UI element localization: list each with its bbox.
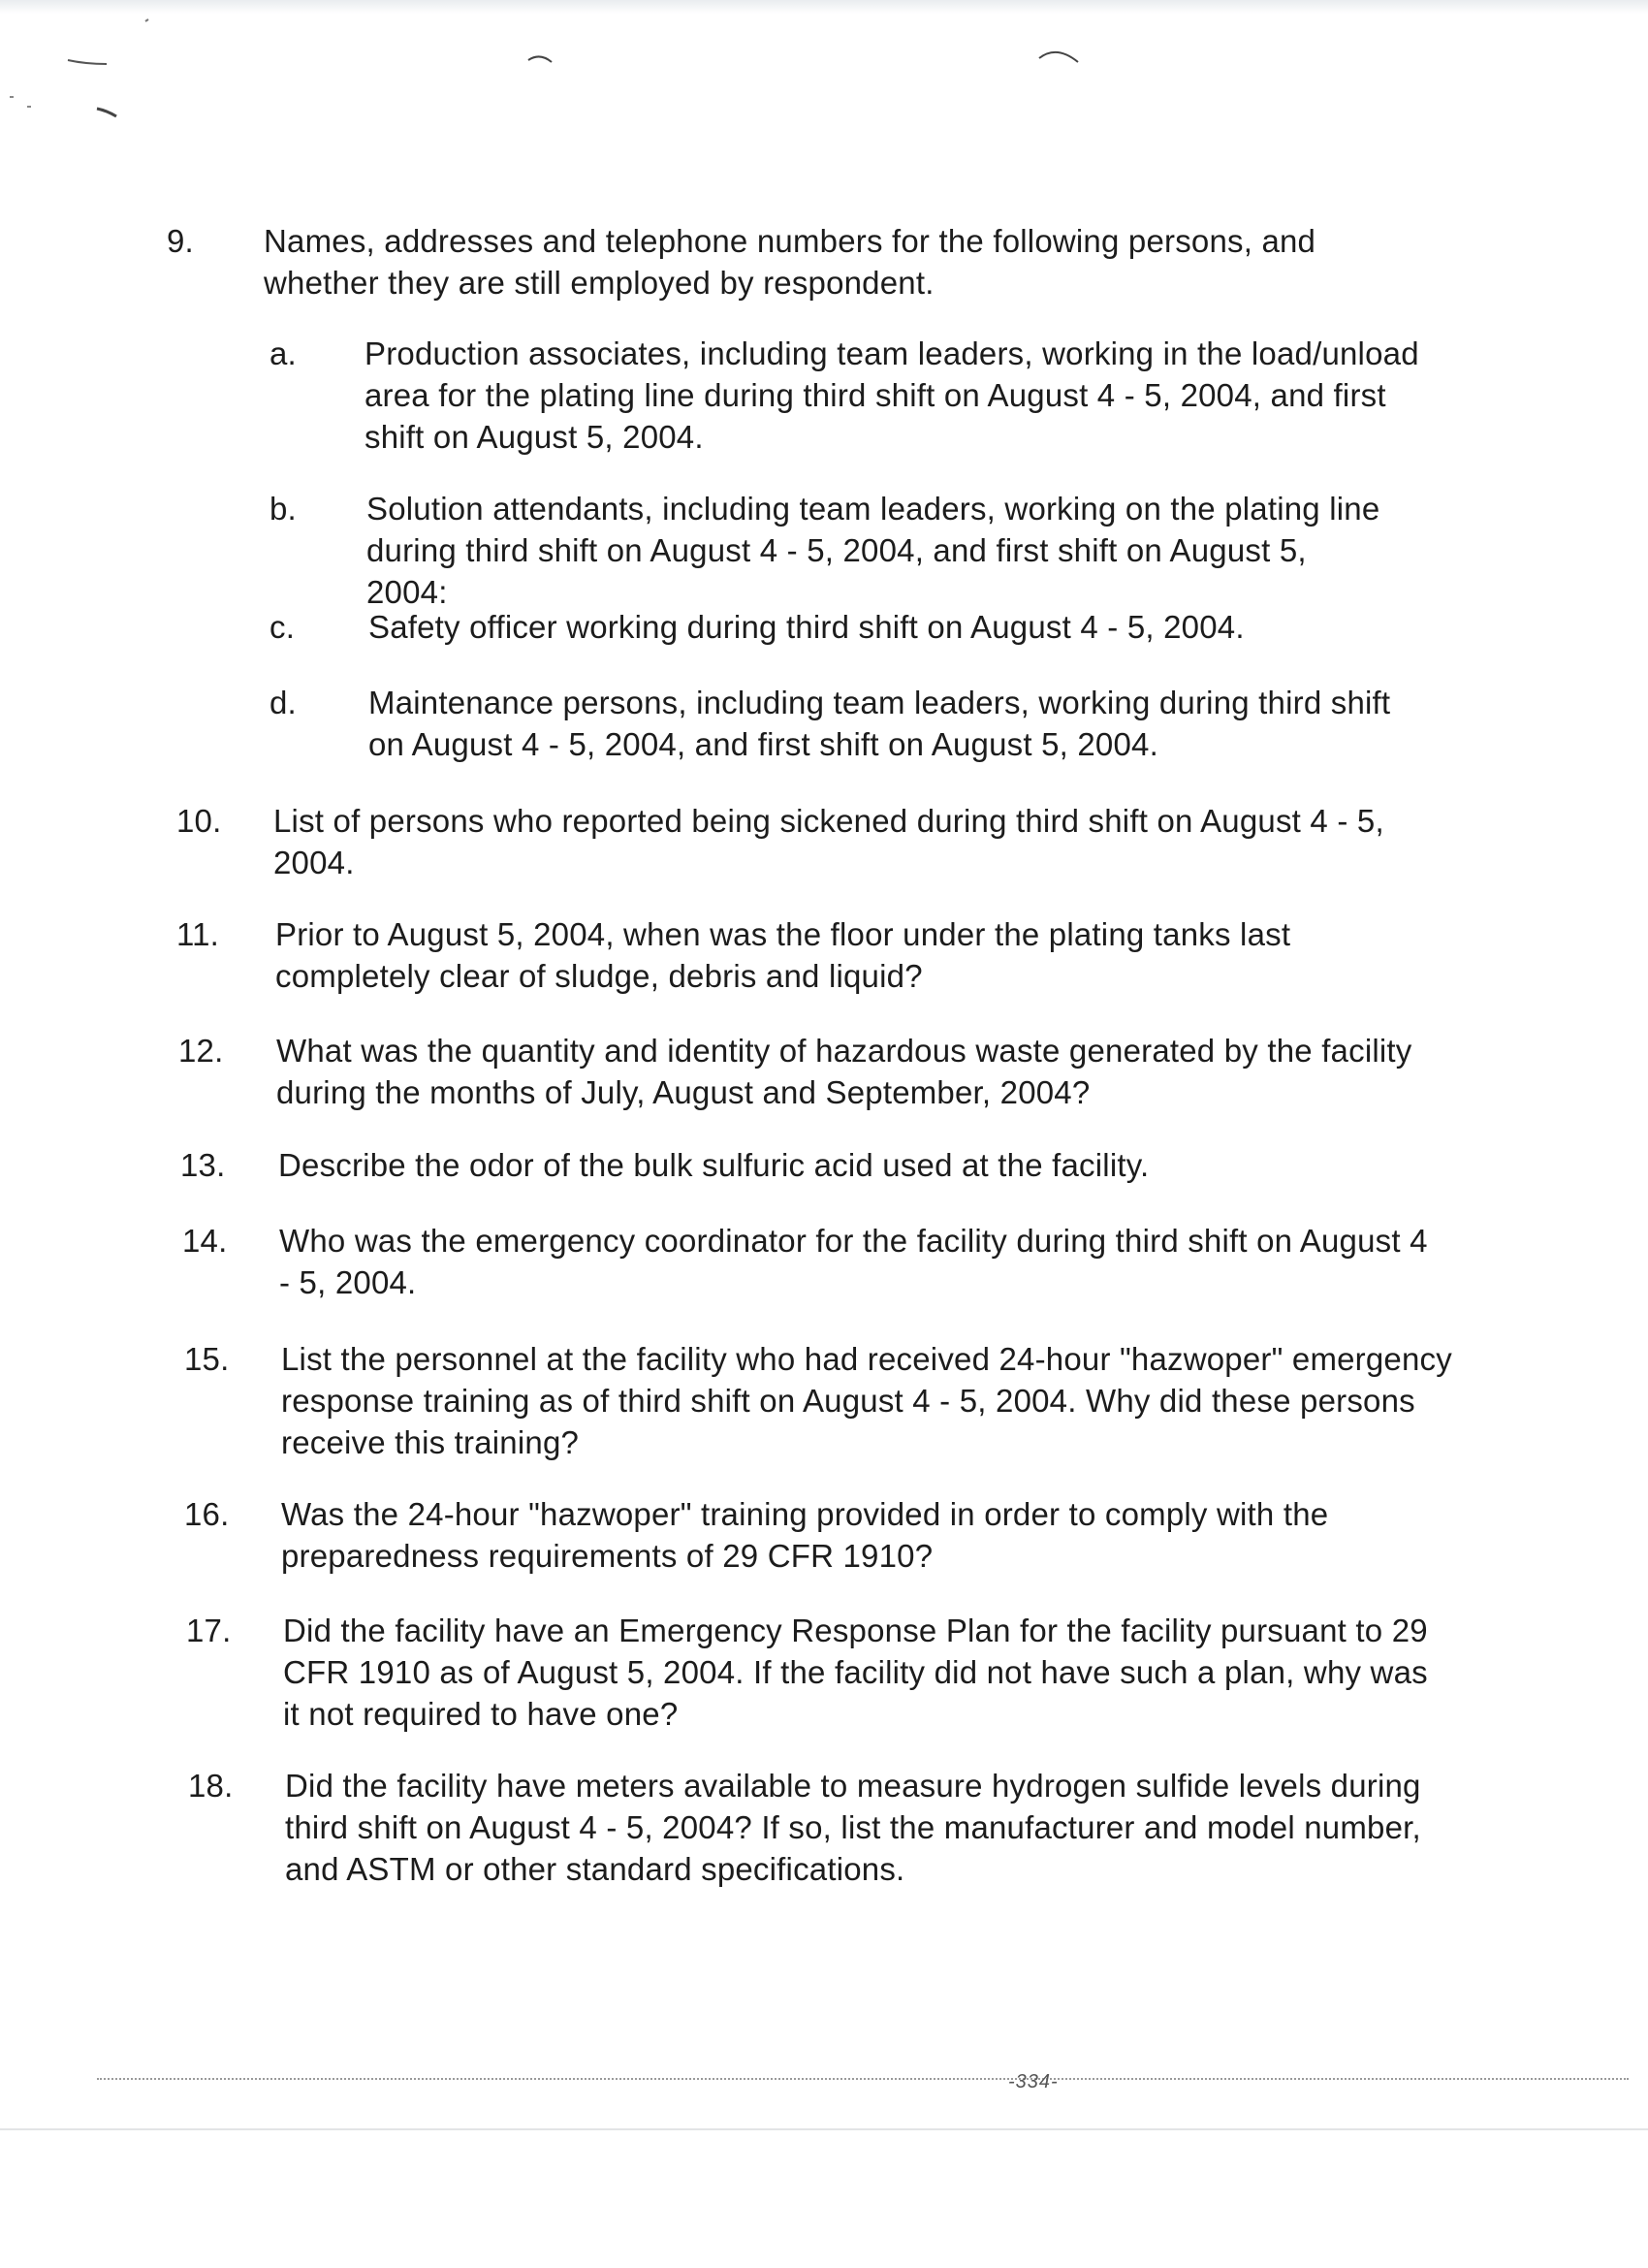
item-number: 17.: [186, 1613, 232, 1648]
item-text: Describe the odor of the bulk sulfuric acid used at the facility.: [278, 1147, 1150, 1183]
subitem-text: Safety officer working during third shift on August 4 - 5, 2004.: [368, 609, 1245, 645]
item-number: 14.: [182, 1223, 228, 1259]
item-text: Names, addresses and telephone numbers for the following persons, and whether they are still employed by respondent.: [264, 223, 1316, 301]
subitem-letter: c.: [269, 609, 296, 645]
subitem-letter: b.: [269, 491, 297, 527]
item-number: 9.: [167, 223, 194, 259]
subitem-letter: a.: [269, 335, 297, 371]
subitem-text: Production associates, including team leaders, working in the load/unload area for the plating line during third shift on August 4 - 5, 2004, and first shift on August 5, 2004.: [364, 335, 1419, 455]
item-text: What was the quantity and identity of hazardous waste generated by the facility during the months of July, August and September, 2004?: [276, 1033, 1412, 1110]
item-number: 11.: [176, 916, 220, 952]
item-number: 16.: [184, 1496, 230, 1532]
item-text: Was the 24-hour "hazwoper" training provided in order to comply with the preparedness requirements of 29 CFR 1910?: [281, 1496, 1329, 1574]
item-number: 13.: [180, 1147, 226, 1183]
scan-marks: [0, 0, 1648, 194]
subitem-text: Solution attendants, including team leaders, working on the plating line during third shift on August 4 - 5, 2004, and first shift on August 5, 2004:: [366, 491, 1380, 610]
item-number: 10.: [176, 803, 222, 839]
scan-bottom-line: [0, 2128, 1648, 2130]
page-number: -334-: [1008, 2071, 1059, 2092]
item-text: Did the facility have meters available to measure hydrogen sulfide levels during third shift on August 4 - 5, 2004? If so, list the manufacturer and model number, and ASTM or other standard specifications.: [285, 1768, 1421, 1887]
item-text: List the personnel at the facility who had received 24-hour "hazwoper" emergency response training as of third shift on August 4 - 5, 2004. Why did these persons receive this training?: [281, 1341, 1452, 1460]
subitem-letter: d.: [269, 685, 297, 720]
item-number: 15.: [184, 1341, 230, 1377]
item-number: 12.: [178, 1033, 224, 1069]
footer-rule: [97, 2078, 1629, 2080]
item-text: Did the facility have an Emergency Response Plan for the facility pursuant to 29 CFR 1910 as of August 5, 2004. If the facility did not have such a plan, why was it not required to have one?: [283, 1613, 1428, 1732]
subitem-text: Maintenance persons, including team leaders, working during third shift on August 4 - 5, 2004, and first shift on August 5, 2004.: [368, 685, 1391, 762]
item-number: 18.: [188, 1768, 234, 1804]
item-text: Who was the emergency coordinator for the facility during third shift on August 4 - 5, 2004.: [279, 1223, 1428, 1300]
item-text: Prior to August 5, 2004, when was the floor under the plating tanks last completely clear of sludge, debris and liquid?: [275, 916, 1291, 994]
item-text: List of persons who reported being sickened during third shift on August 4 - 5, 2004.: [273, 803, 1384, 880]
